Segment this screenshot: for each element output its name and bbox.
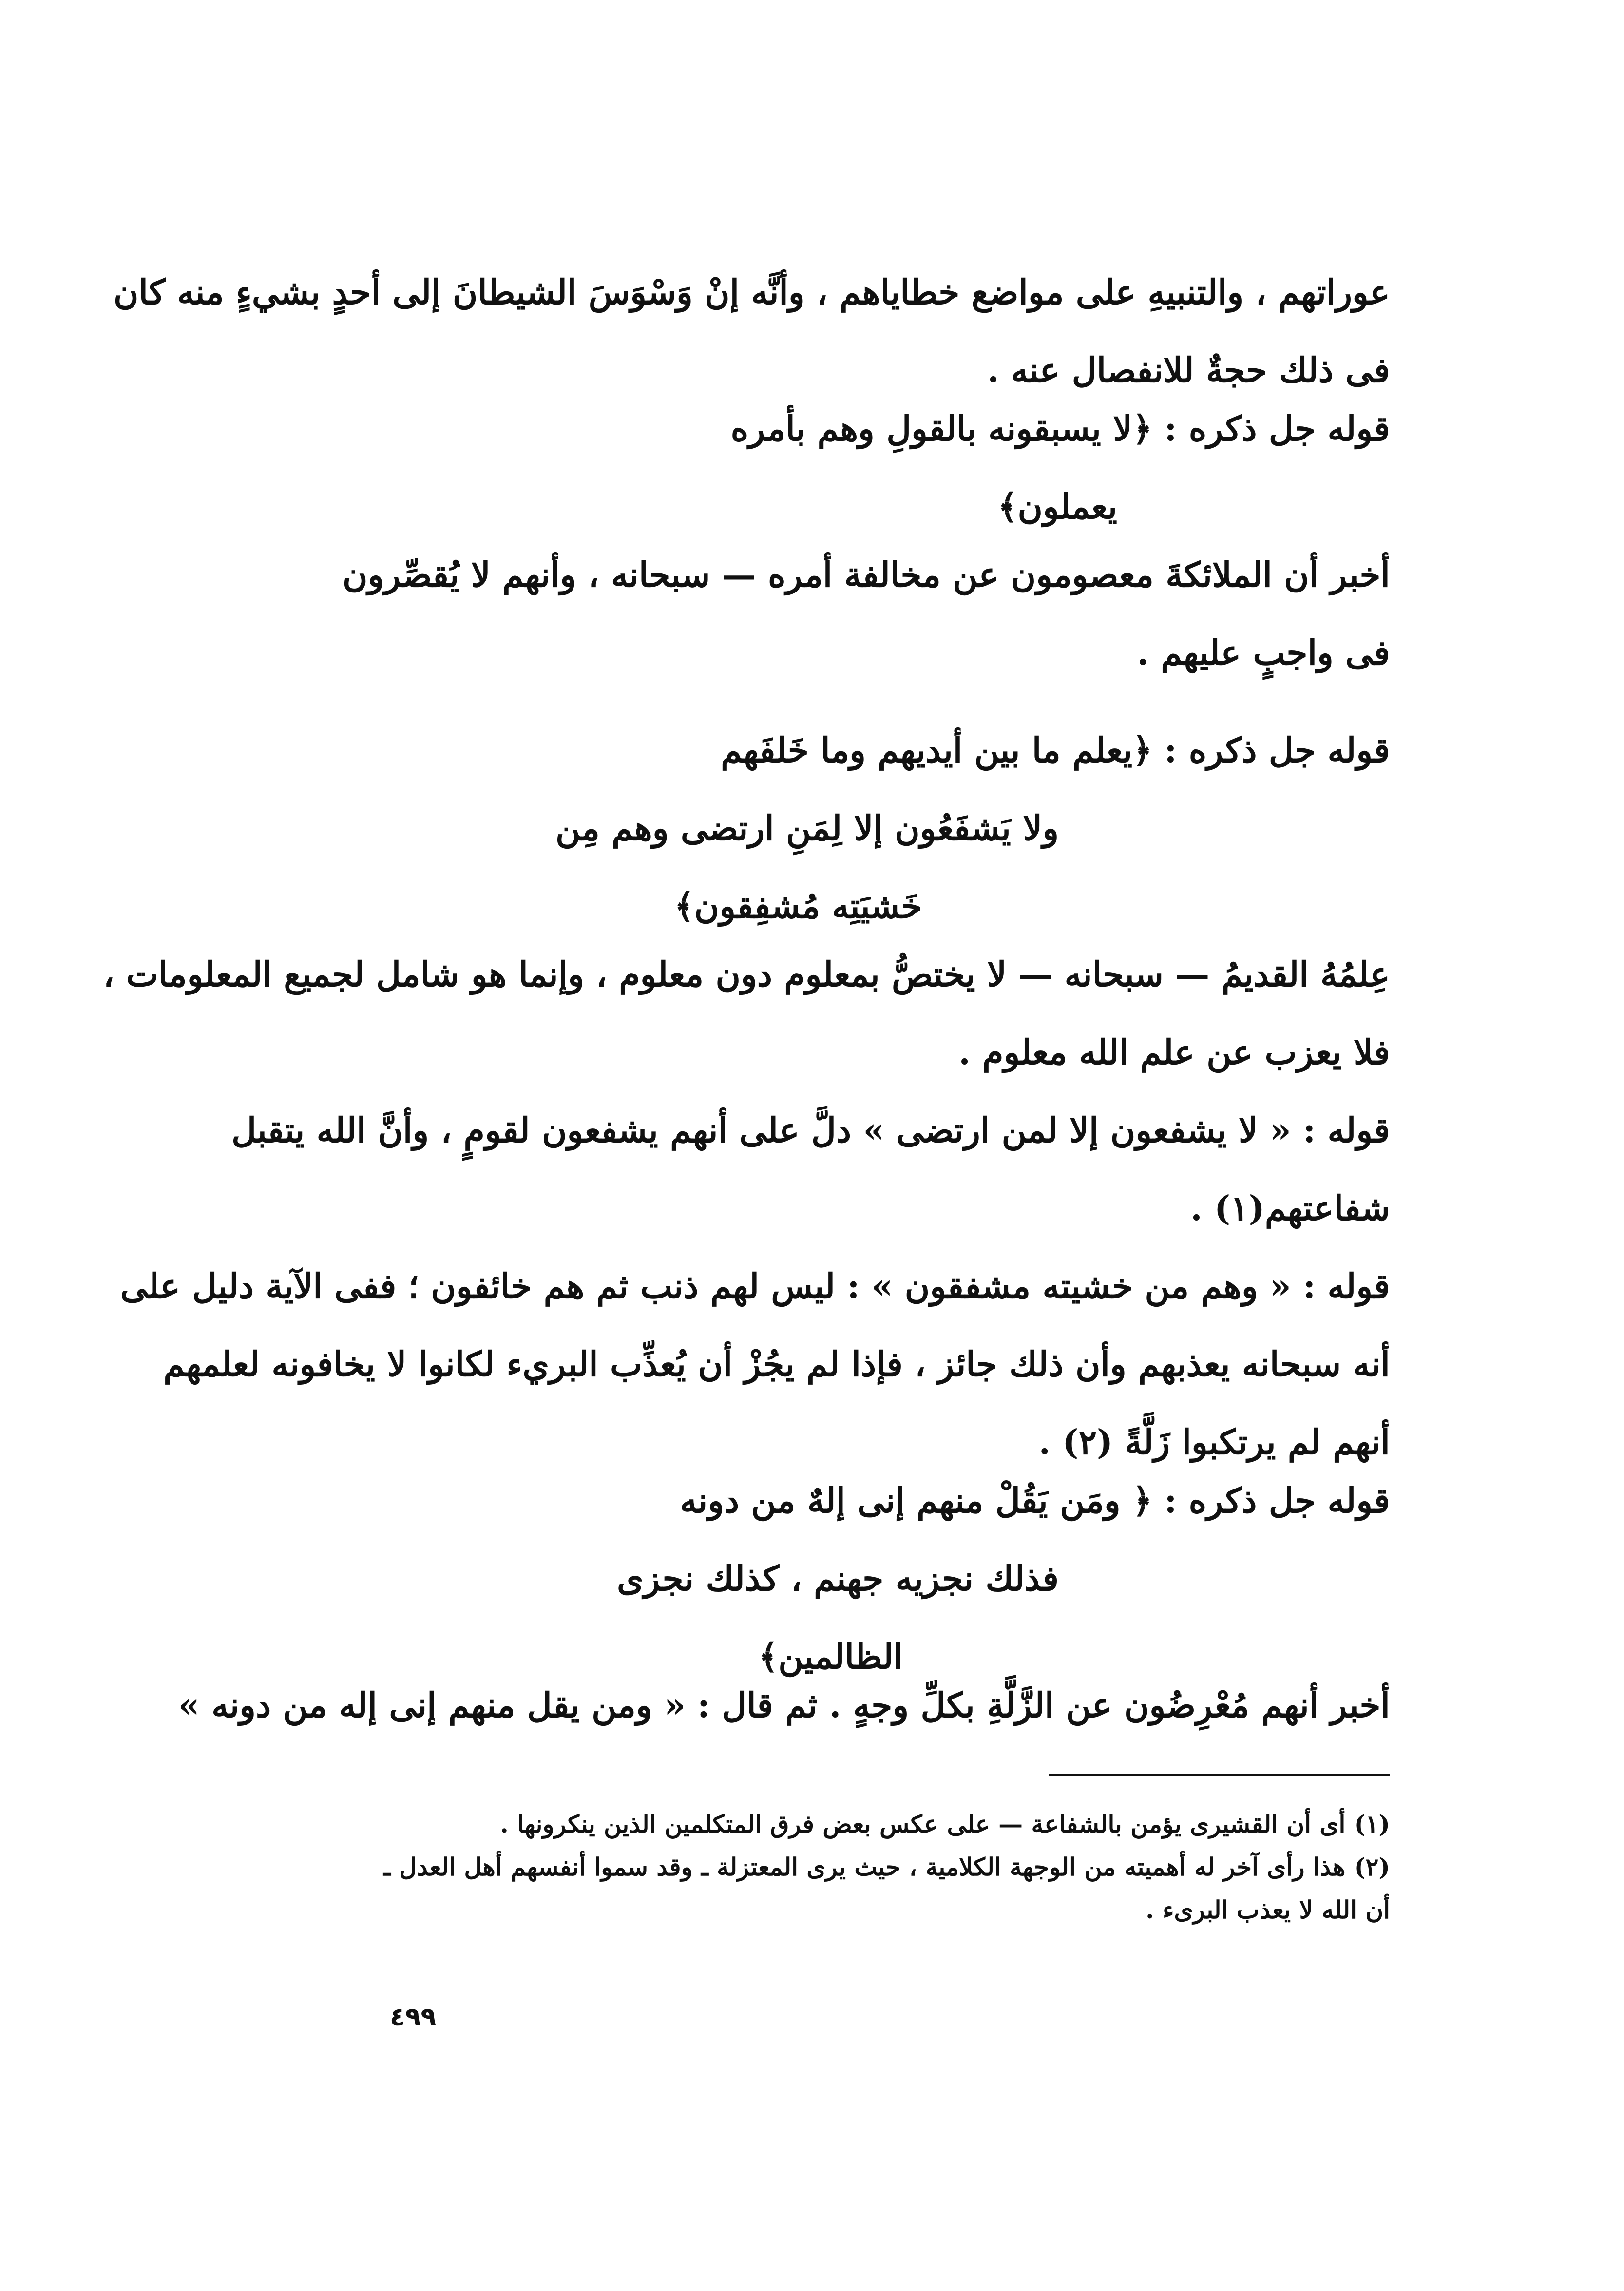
footnotes — [269, 1803, 1390, 1931]
quote-line: قوله جل ذكره : ﴿لا يسبقونه بالقولِ وهم بأمره — [730, 408, 1390, 449]
paragraph-line: فى واجبٍ عليهم . — [1137, 632, 1390, 673]
footnote-2-continued: أن الله لا يعذب البرىء . — [1146, 1895, 1390, 1924]
paragraph-line: أخبر أنهم مُعْرِضُون عن الزَّلَّةِ بكلِّ وجهٍ . ثم قال : « ومن يقل منهم إنى إله من دونه » — [178, 1685, 1390, 1725]
quote-line: قوله جل ذكره : ﴿ ومَن يَقُلْ منهم إنى إلهٌ من دونه — [680, 1480, 1390, 1521]
footnote-divider — [1049, 1774, 1390, 1776]
quote-line: الظالمين﴾ — [758, 1636, 903, 1677]
page-number: ٤٩٩ — [390, 2003, 437, 2032]
paragraph-line: أخبر أن الملائكةَ معصومون عن مخالفة أمره — سبحانه ، وأنهم لا يُقصِّرون — [342, 554, 1390, 595]
paragraph-3 — [103, 935, 1390, 1091]
quote-line: خَشيَتِه مُشفِقون﴾ — [674, 886, 922, 926]
quran-quote-3 — [269, 1462, 1390, 1696]
quote-line: ولا يَشفَعُون إلا لِمَنِ ارتضى وهم مِن — [555, 808, 1059, 848]
paragraph-line: عوراتهم ، والتنبيهِ على مواضع خطاياهم ، وأنَّه إنْ وَسْوَسَ الشيطانَ إلى أحدٍ بشيءٍ منه كان — [114, 272, 1390, 312]
footnote-2: (٢) هذا رأى آخر له أهميته من الوجهة الكلامية ، حيث يرى المعتزلة ـ وقد سموا أنفسهم أهل العدل ـ — [383, 1852, 1390, 1881]
paragraph-line: فلا يعزب عن علم الله معلوم . — [958, 1032, 1390, 1072]
paragraph-4 — [231, 1091, 1390, 1247]
paragraph-line: أنهم لم يرتكبوا زَلَّةً (٢) . — [1038, 1422, 1390, 1462]
paragraph-6 — [178, 1666, 1390, 1744]
quran-quote-1 — [269, 390, 1390, 546]
quote-line: قوله جل ذكره : ﴿يعلم ما بين أيديهم وما خَلفَهم — [721, 730, 1390, 770]
paragraph-line: قوله : « وهم من خشيته مشفقون » : ليس لهم ذنب ثم هم خائفون ؛ ففى الآية دليل على — [120, 1266, 1390, 1306]
quote-line: فذلك نجزيه جهنم ، كذلك نجزى — [617, 1558, 1059, 1599]
paragraph-line: فى ذلك حجةٌ للانفصال عنه . — [987, 350, 1390, 390]
paragraph-line: أنه سبحانه يعذبهم وأن ذلك جائز ، فإذا لم يجُزْ أن يُعذِّب البريء لكانوا لا يخافونه لعلمهم — [163, 1344, 1390, 1384]
paragraph-1 — [114, 253, 1390, 409]
paragraph-line: قوله : « لا يشفعون إلا لمن ارتضى » دلَّ على أنهم يشفعون لقومٍ ، وأنَّ الله يتقبل — [231, 1110, 1390, 1150]
paragraph-line: شفاعتهم(١) . — [1190, 1188, 1390, 1228]
paragraph-5 — [120, 1247, 1390, 1481]
footnote-1: (١) أى أن القشيرى يؤمن بالشفاعة — على عكس بعض فرق المتكلمين الذين ينكرونها . — [500, 1810, 1390, 1838]
paragraph-line: عِلمُهُ القديمُ — سبحانه — لا يختصُّ بمعلوم دون معلوم ، وإنما هو شامل لجميع المعلومات ، — [103, 954, 1390, 994]
quote-line: يعملون﴾ — [997, 486, 1117, 527]
quran-quote-2 — [269, 711, 1390, 945]
paragraph-2 — [269, 536, 1390, 692]
